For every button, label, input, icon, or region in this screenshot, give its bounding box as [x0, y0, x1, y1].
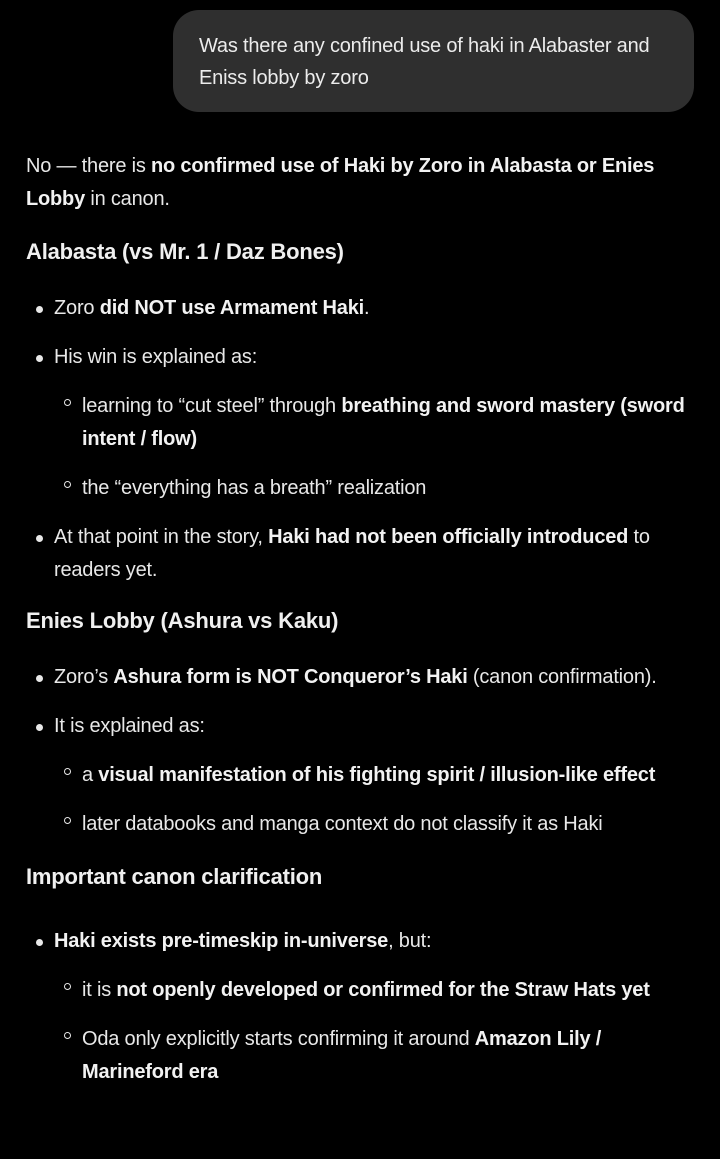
list-item	[26, 341, 696, 505]
list-item	[26, 292, 696, 325]
sub-list-item	[54, 974, 696, 1007]
item-text: Oda only explicitly starts confirming it around	[82, 1028, 475, 1050]
heading-canon-clarification: Important canon clarification	[26, 864, 323, 889]
heading-enies-lobby: Enies Lobby (Ashura vs Kaku)	[26, 608, 339, 633]
sub-list-item	[54, 472, 696, 505]
item-text: to readers yet.	[54, 526, 650, 581]
intro-text-2: in canon.	[85, 188, 170, 210]
item-text: (canon confirmation).	[467, 666, 657, 688]
item-bold: breathing and sword mastery (sword intent / flow)	[82, 395, 685, 450]
item-text: , but:	[388, 930, 432, 952]
sub-list-item	[54, 390, 696, 456]
item-text: learning to “cut steel” through	[82, 395, 342, 417]
list-item	[26, 521, 696, 587]
sub-list	[54, 974, 696, 1089]
list-item	[26, 925, 696, 1089]
item-bold: Haki exists pre-timeskip in-universe	[54, 930, 389, 952]
clarification-list	[26, 925, 696, 1089]
item-text: .	[364, 297, 370, 319]
intro-bold: no confirmed use of Haki by Zoro in Alabasta or Enies Lobby	[26, 155, 655, 210]
sub-list-item	[54, 808, 696, 841]
item-text: Zoro’s	[54, 666, 114, 688]
item-text: Zoro	[54, 297, 100, 319]
item-bold: Haki had not been officially introduced	[268, 526, 629, 548]
alabasta-list	[26, 292, 696, 587]
sub-list-item	[54, 759, 696, 792]
item-text: later databooks and manga context do not classify it as Haki	[82, 813, 603, 835]
user-message-text: Was there any confined use of haki in Alabaster and Eniss lobby by zoro	[199, 35, 650, 89]
item-bold: did NOT use Armament Haki	[99, 297, 365, 319]
item-text: the “everything has a breath” realization	[82, 477, 427, 499]
item-text: it is	[82, 979, 117, 1001]
item-bold: not openly developed or confirmed for the Straw Hats yet	[116, 979, 650, 1001]
item-text: At that point in the story,	[54, 526, 269, 548]
list-item	[26, 710, 696, 841]
assistant-response	[26, 150, 696, 1105]
item-bold: visual manifestation of his fighting spirit / illusion-like effect	[98, 764, 656, 786]
sub-list	[54, 759, 696, 841]
intro-text-1: No — there is	[26, 155, 152, 177]
item-text: His win is explained as:	[54, 346, 258, 368]
item-bold: Ashura form is NOT Conqueror’s Haki	[113, 666, 468, 688]
list-item	[26, 661, 696, 694]
sub-list	[54, 390, 696, 505]
item-bold: Amazon Lily / Marineford era	[82, 1028, 602, 1083]
enies-list	[26, 661, 696, 841]
sub-list-item	[54, 1023, 696, 1089]
item-text: It is explained as:	[54, 715, 205, 737]
intro-paragraph	[26, 150, 696, 216]
user-message-bubble	[173, 10, 694, 112]
item-text: a	[82, 764, 99, 786]
heading-alabasta: Alabasta (vs Mr. 1 / Daz Bones)	[26, 239, 344, 264]
